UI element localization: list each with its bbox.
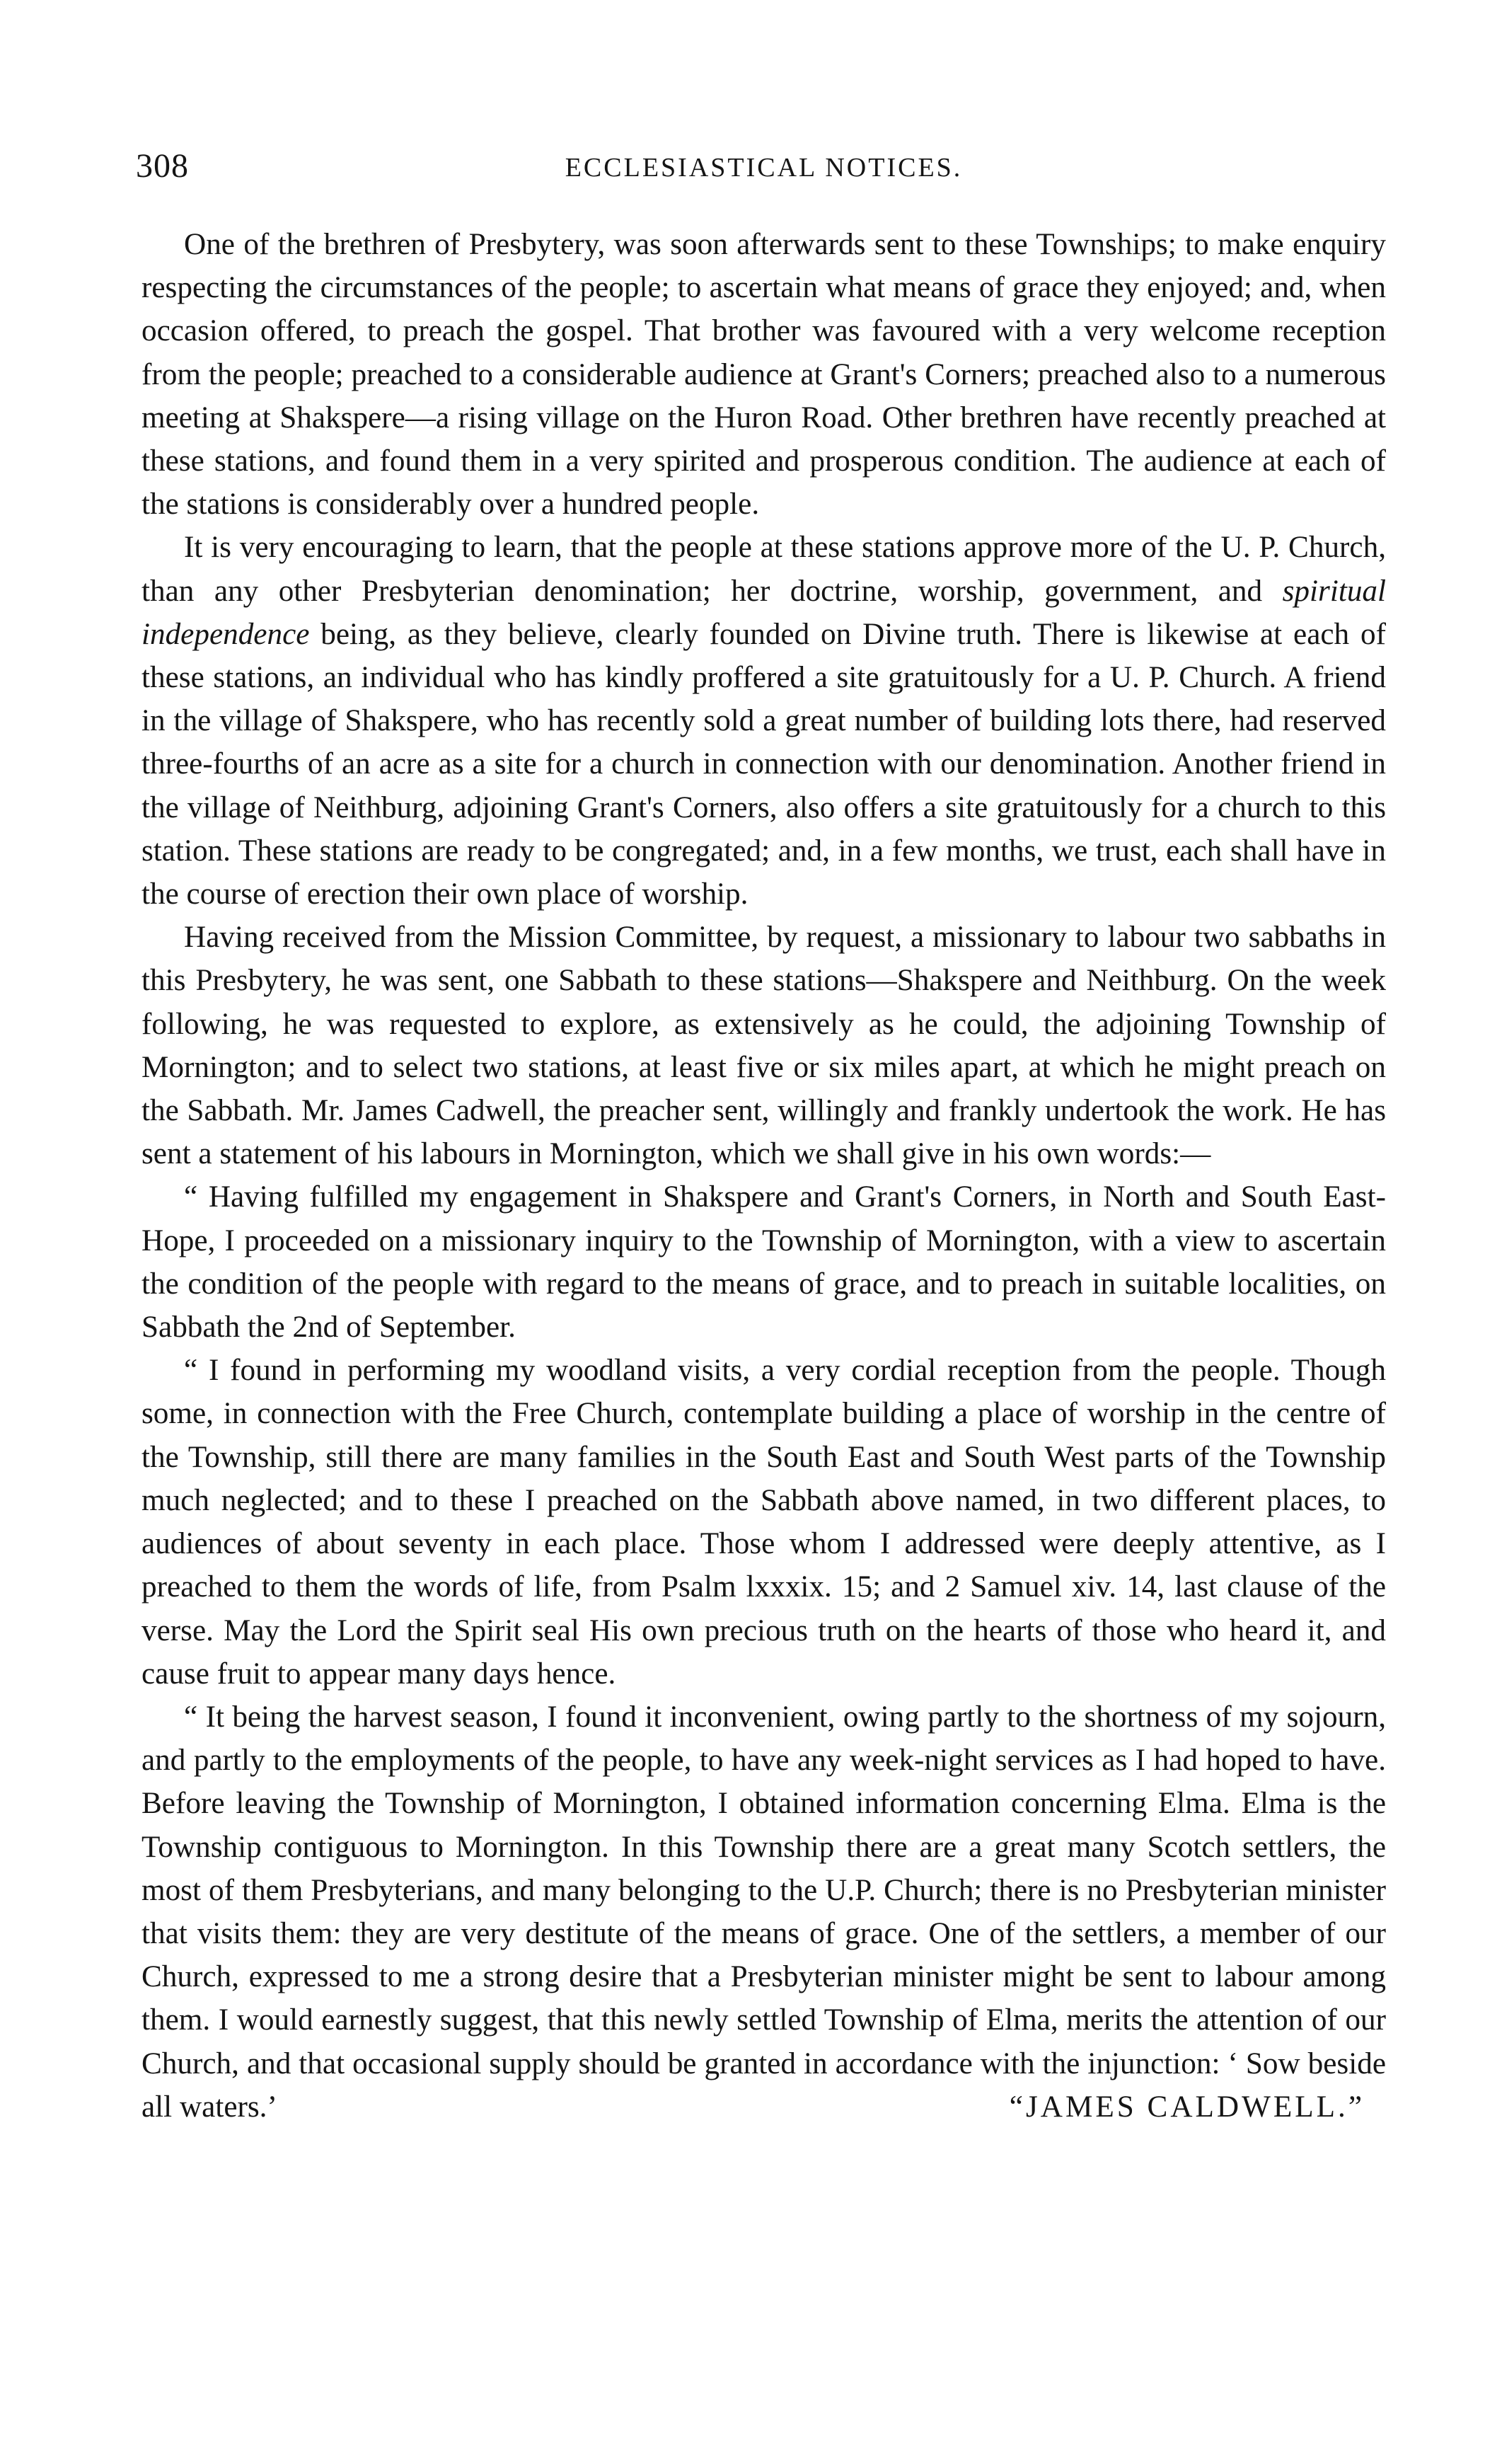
paragraph-3 — [141, 916, 1386, 1175]
paragraph-2-text-a: It is very encouraging to learn, that the people at these stations approve more of the U. P. Church, than any other Presbyterian denomination; her doctrine, worship, government, and — [141, 531, 1386, 608]
paragraph-2 — [141, 526, 1386, 916]
paragraph-5-text: “ I found in performing my woodland visits, a very cordial reception from the people. Though some, in connection with the Free Church, contemplate building a place of worship in the centre of the Township, still there are many families in the South East and South West parts of the Township much neglected; and to these I preached on the Sabbath above named, in two different places, to audiences of about seventy in each place. Those whom I addressed were deeply attentive, as I preached to them the words of life, from Psalm lxxxix. 15; and 2 Samuel xiv. 14, last clause of the verse. May the Lord the Spirit seal His own precious truth on the hearts of those who heard it, and cause fruit to appear many days hence. — [141, 1354, 1386, 1691]
paragraph-4 — [141, 1175, 1386, 1349]
page-number: 308 — [136, 147, 189, 185]
paragraph-1 — [141, 223, 1386, 526]
running-head: ECCLESIASTICAL NOTICES. — [565, 153, 963, 183]
paragraph-1-text: One of the brethren of Presbytery, was soon afterwards sent to these Townships; to make enquiry respecting the circumstances of the people; to ascertain what means of grace they enjoyed; and, when occasion offered, to preach the gospel. That brother was favoured with a very welcome reception from the people; preached to a considerable audience at Grant's Corners; preached also to a numerous meeting at Shakspere—a rising village on the Huron Road. Other brethren have recently preached at these stations, and found them in a very spirited and prosperous condition. The audience at each of the stations is considerably over a hundred people. — [141, 228, 1386, 522]
paragraph-2-text-b: being, as they believe, clearly founded on Divine truth. There is likewise at each of these stations, an individual who has kindly proffered a site gratuitously for a U. P. Church. A friend in the village of Shakspere, who has recently sold a great number of building lots there, had reserved three-fourths of an acre as a site for a church in connection with our denomination. Another friend in the village of Neithburg, adjoining Grant's Corners, also offers a site gratuitously for a church to this station. These stations are ready to be congregated; and, in a few months, we trust, each shall have in the course of erection their own place of worship. — [141, 617, 1386, 911]
paragraph-6 — [141, 1696, 1386, 2129]
paragraph-2-emphasis: spiritual independence — [141, 574, 1386, 651]
paragraph-5 — [141, 1349, 1386, 1696]
signature-block — [141, 2085, 1386, 2129]
paragraph-6-text: “ It being the harvest season, I found it inconvenient, owing partly to the shortness of my sojourn, and partly to the employments of the people, to have any week-night services as I had hoped to have. Before leaving the Township of Mornington, I obtained information concerning Elma. Elma is the Township contiguous to Mornington. In this Township there are a great many Scotch settlers, the most of them Presbyterians, and many belonging to the U.P. Church; there is no Presbyterian minister that visits them: they are very destitute of the means of grace. One of the settlers, a member of our Church, expressed to me a strong desire that a Presbyterian minister might be sent to labour among them. I would earnestly suggest, that this newly settled Township of Elma, merits the attention of our Church, and that occasional supply should be granted in accordance with the injunction: ‘ Sow beside all waters.’ — [141, 1700, 1386, 2124]
article-body — [141, 223, 1386, 2129]
page-header — [136, 145, 1386, 188]
signature: “JAMES CALDWELL.” — [1009, 2090, 1365, 2124]
paragraph-4-text: “ Having fulfilled my engagement in Shakspere and Grant's Corners, in North and South East-Hope, I proceeded on a missionary inquiry to the Township of Mornington, with a view to ascertain the condition of the people with regard to the means of grace, and to preach in suitable localities, on Sabbath the 2nd of September. — [141, 1180, 1386, 1345]
paragraph-3-text: Having received from the Mission Committee, by request, a missionary to labour two sabbaths in this Presbytery, he was sent, one Sabbath to these stations—Shakspere and Neithburg. On the week following, he was requested to explore, as extensively as he could, the adjoining Township of Mornington; and to select two stations, at least five or six miles apart, at which he might preach on the Sabbath. Mr. James Cadwell, the preacher sent, willingly and frankly undertook the work. He has sent a statement of his labours in Mornington, which we shall give in his own words:— — [141, 921, 1386, 1171]
